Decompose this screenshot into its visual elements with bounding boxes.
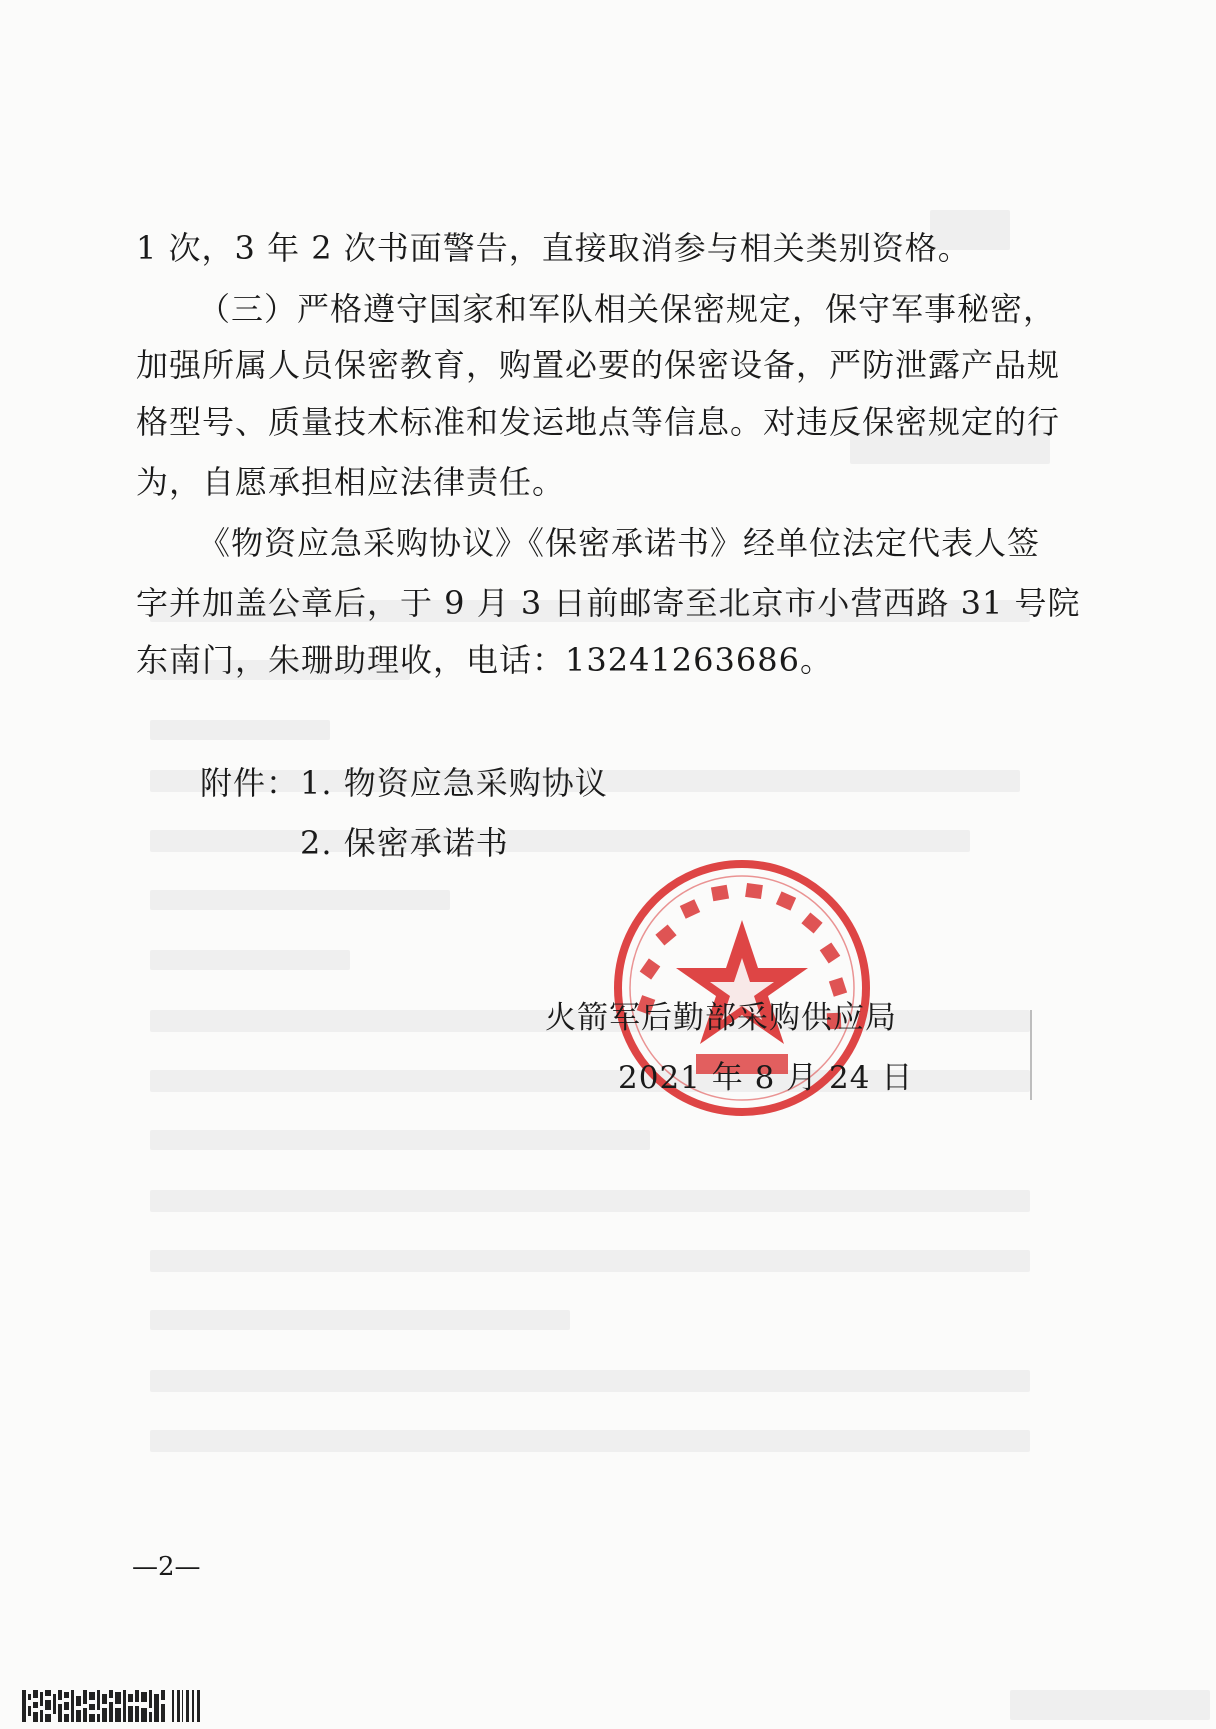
page-number: —2—	[132, 1552, 201, 1582]
body-line: 为，自愿承担相应法律责任。	[136, 463, 566, 501]
attachment-item: 2. 保密承诺书	[300, 824, 509, 862]
body-line: （三）严格遵守国家和军队相关保密规定，保守军事秘密，	[198, 290, 1057, 328]
body-line: 东南门，朱珊助理收，电话：13241263686。	[136, 641, 833, 679]
issue-date: 2021 年 8 月 24 日	[618, 1060, 914, 1096]
body-line: 格型号、质量技术标准和发运地点等信息。对违反保密规定的行	[136, 403, 1061, 441]
body-line: 1 次，3 年 2 次书面警告，直接取消参与相关类别资格。	[136, 229, 971, 267]
scan-edge	[1030, 1010, 1032, 1100]
issuing-organization: 火箭军后勤部采购供应局	[545, 1000, 897, 1036]
attachment-item: 1. 物资应急采购协议	[300, 764, 608, 802]
attachments-label: 附件：	[200, 764, 300, 802]
body-line: 字并加盖公章后，于 9 月 3 日前邮寄至北京市小营西路 31 号院	[136, 584, 1081, 622]
body-line: 加强所属人员保密教育，购置必要的保密设备，严防泄露产品规	[136, 346, 1061, 384]
body-line: 《物资应急采购协议》《保密承诺书》经单位法定代表人签	[198, 524, 1041, 562]
barcode-icon	[22, 1688, 202, 1724]
